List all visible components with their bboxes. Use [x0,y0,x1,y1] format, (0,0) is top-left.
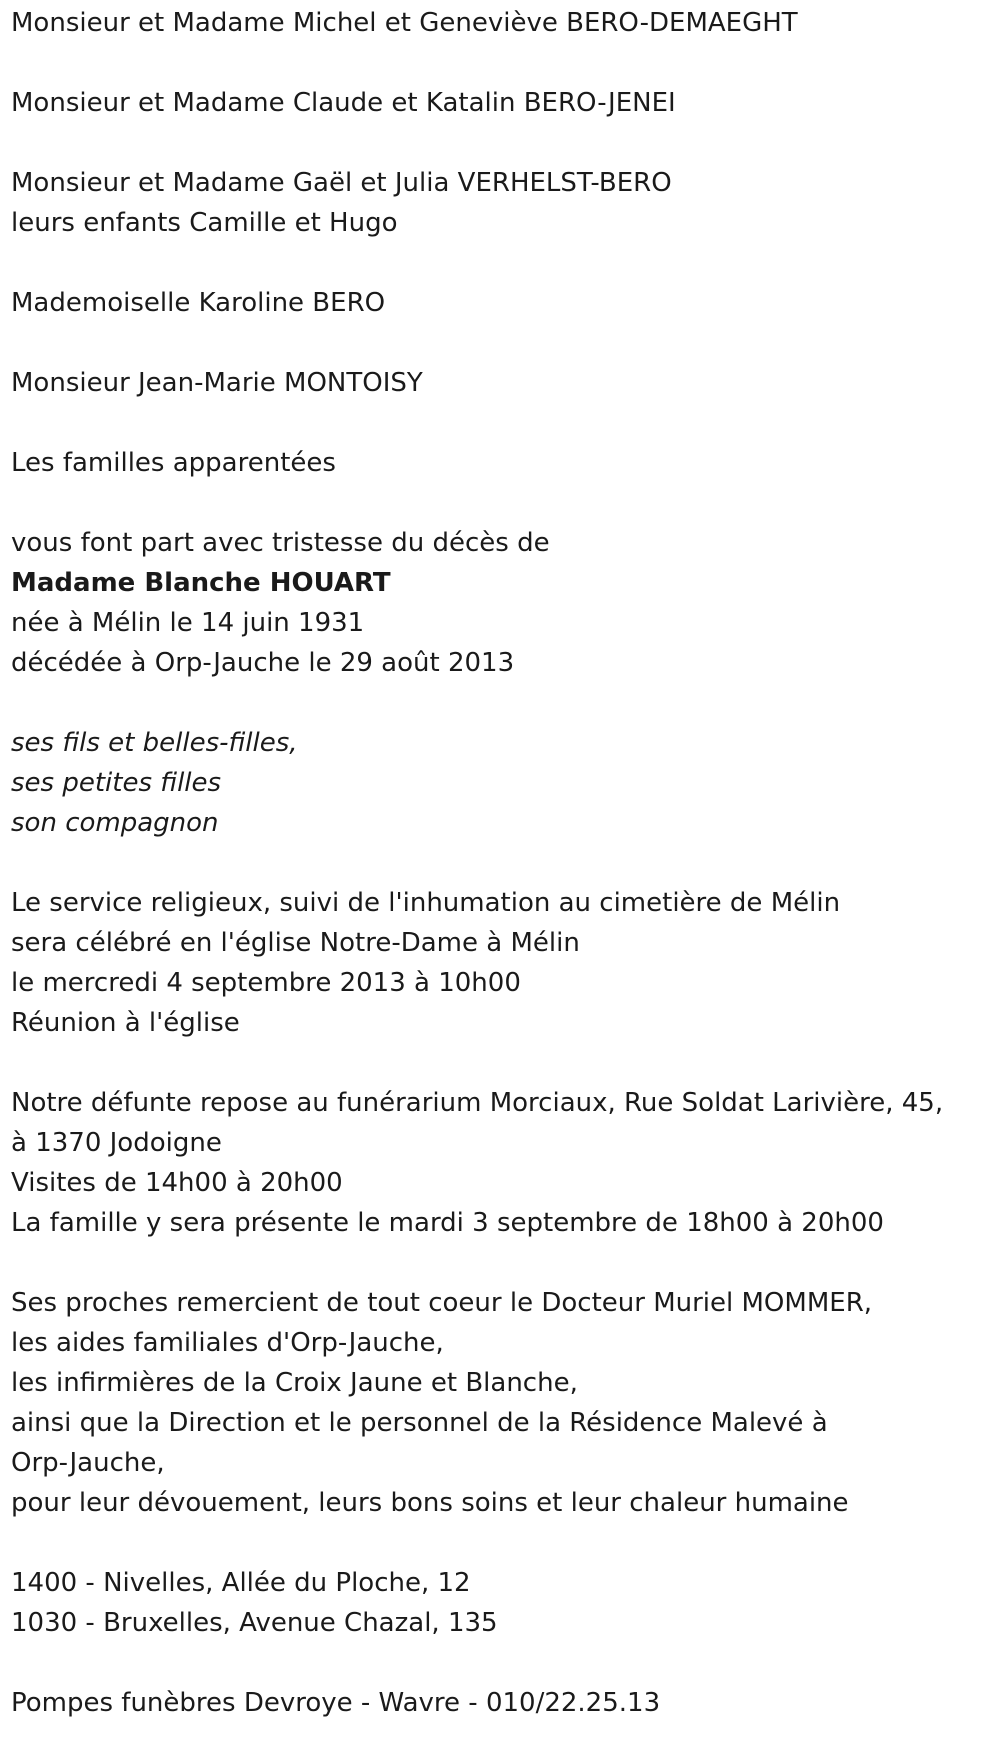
death-info: décédée à Orp-Jauche le 29 août 2013 [11,648,515,678]
family-line: Les familles apparentées [11,448,336,478]
relative-line: ses fils et belles-filles, [11,728,298,758]
family-line: Monsieur et Madame Gaël et Julia VERHELST-BERO [11,168,672,198]
visitation-line: La famille y sera présente le mardi 3 septembre de 18h00 à 20h00 [11,1208,884,1238]
service-line: Réunion à l'église [11,1008,240,1038]
family-line: Monsieur et Madame Michel et Geneviève BERO-DEMAEGHT [11,8,798,38]
obituary-notice [11,3,991,1723]
family-line: Monsieur Jean-Marie MONTOISY [11,368,423,398]
thanks-line: les aides familiales d'Orp-Jauche, [11,1328,444,1358]
thanks-line: pour leur dévouement, leurs bons soins et leur chaleur humaine [11,1488,849,1518]
service-line: le mercredi 4 septembre 2013 à 10h00 [11,968,521,998]
relative-line: ses petites filles [11,768,222,798]
family-line: leurs enfants Camille et Hugo [11,208,398,238]
service-line: Le service religieux, suivi de l'inhumation au cimetière de Mélin [11,888,841,918]
family-line: Mademoiselle Karoline BERO [11,288,386,318]
birth-info: née à Mélin le 14 juin 1931 [11,608,365,638]
visitation-line: Notre défunte repose au funérarium Morciaux, Rue Soldat Larivière, 45, [11,1088,944,1118]
address-line: 1400 - Nivelles, Allée du Ploche, 12 [11,1568,471,1598]
thanks-line: Ses proches remercient de tout coeur le Docteur Muriel MOMMER, [11,1288,873,1318]
thanks-line: Orp-Jauche, [11,1448,165,1478]
family-line: Monsieur et Madame Claude et Katalin BERO-JENEI [11,88,676,118]
visitation-line: à 1370 Jodoigne [11,1128,222,1158]
thanks-line: les infirmières de la Croix Jaune et Blanche, [11,1368,578,1398]
deceased-name: Madame Blanche HOUART [11,568,391,598]
thanks-line: ainsi que la Direction et le personnel de la Résidence Malevé à [11,1408,828,1438]
service-line: sera célébré en l'église Notre-Dame à Mélin [11,928,580,958]
relative-line: son compagnon [11,808,219,838]
announcement-intro: vous font part avec tristesse du décès de [11,528,550,558]
address-line: 1030 - Bruxelles, Avenue Chazal, 135 [11,1608,498,1638]
visitation-line: Visites de 14h00 à 20h00 [11,1168,343,1198]
funeral-home-footer: Pompes funèbres Devroye - Wavre - 010/22.25.13 [11,1688,661,1718]
